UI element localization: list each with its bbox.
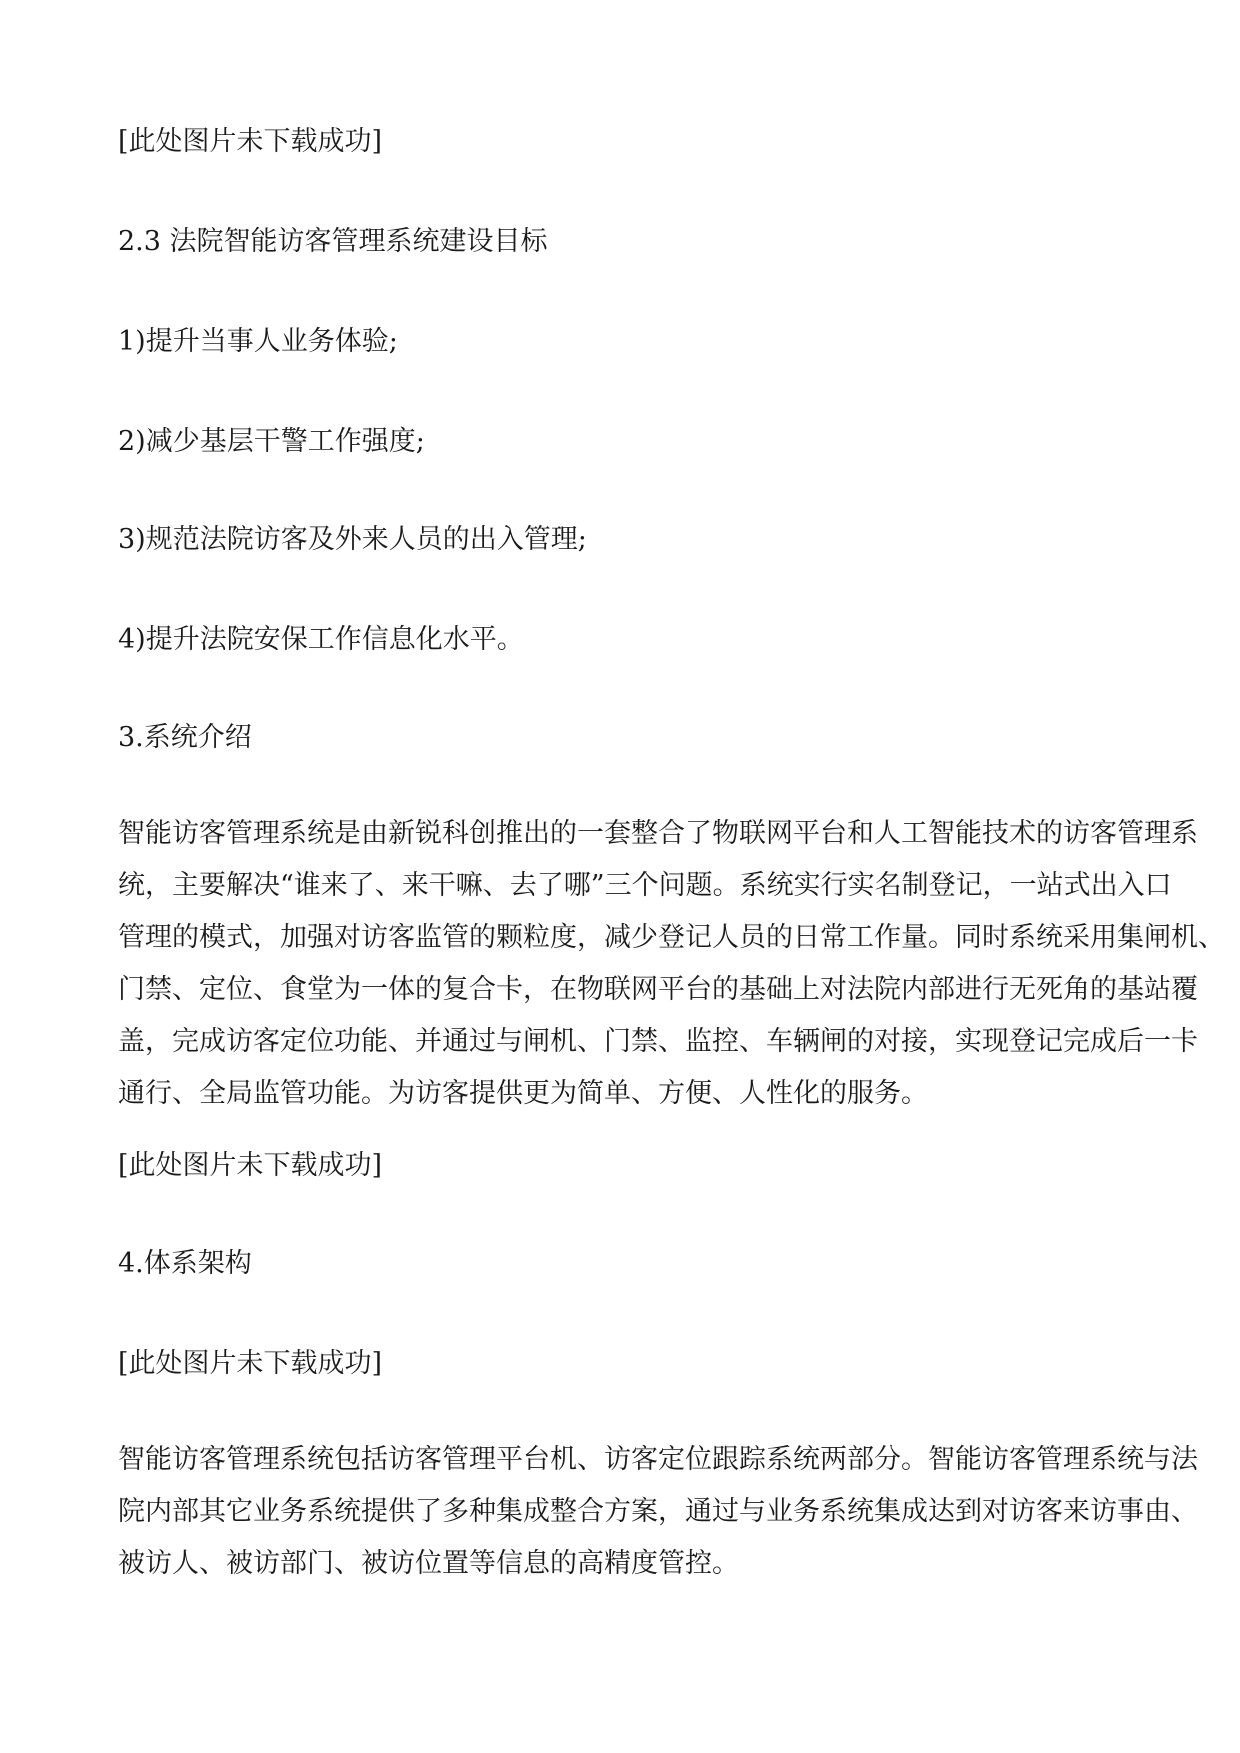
image-placeholder-2: [此处图片未下载成功] <box>118 1150 383 1181</box>
image-placeholder-1: [此处图片未下载成功] <box>118 126 383 157</box>
image-placeholder-3: [此处图片未下载成功] <box>118 1348 383 1379</box>
architecture-paragraph <box>118 1434 1198 1590</box>
goal-item-3: 3)规范法院访客及外来人员的出入管理; <box>118 524 587 555</box>
intro-line: 统，主要解决“谁来了、来干嘛、去了哪”三个问题。系统实行实名制登记，一站式出入口 <box>118 870 1172 901</box>
architecture-line: 院内部其它业务系统提供了多种集成整合方案，通过与业务系统集成达到对访客来访事由、 <box>118 1496 1198 1527</box>
architecture-line: 被访人、被访部门、被访位置等信息的高精度管控。 <box>118 1548 739 1579</box>
section-heading-4: 4.体系架构 <box>118 1248 252 1279</box>
section-heading-2-3: 2.3 法院智能访客管理系统建设目标 <box>118 226 548 257</box>
section-heading-3: 3.系统介绍 <box>118 722 252 753</box>
intro-line: 通行、全局监管功能。为访客提供更为简单、方便、人性化的服务。 <box>118 1078 928 1109</box>
intro-line: 管理的模式，加强对访客监管的颗粒度，减少登记人员的日常工作量。同时系统采用集闸机、 <box>118 922 1225 953</box>
intro-line: 盖，完成访客定位功能、并通过与闸机、门禁、监控、车辆闸的对接，实现登记完成后一卡 <box>118 1026 1198 1057</box>
intro-line: 智能访客管理系统是由新锐科创推出的一套整合了物联网平台和人工智能技术的访客管理系 <box>118 818 1198 849</box>
goal-item-1: 1)提升当事人业务体验; <box>118 326 398 357</box>
goal-item-2: 2)减少基层干警工作强度; <box>118 426 425 457</box>
architecture-line: 智能访客管理系统包括访客管理平台机、访客定位跟踪系统两部分。智能访客管理系统与法 <box>118 1444 1198 1475</box>
intro-paragraph <box>118 808 1225 1120</box>
intro-line: 门禁、定位、食堂为一体的复合卡，在物联网平台的基础上对法院内部进行无死角的基站覆 <box>118 974 1198 1005</box>
goal-item-4: 4)提升法院安保工作信息化水平。 <box>118 624 524 655</box>
